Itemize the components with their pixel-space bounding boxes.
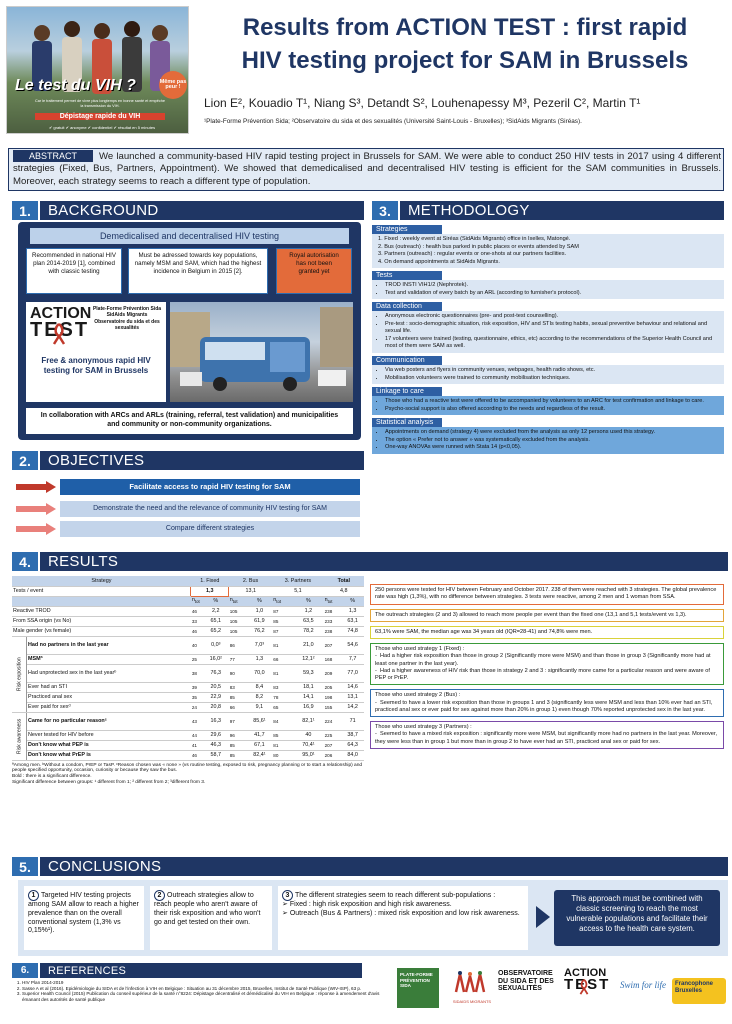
abstract-text [13, 151, 721, 188]
cell-n: 205 [324, 682, 342, 692]
arrow-icon [16, 523, 56, 535]
linkage-item: • Those who had a reactive test were offered to be accompanied by volunteers to an ARC for test confirmation and linkage to care. [385, 398, 718, 406]
cell-n: 83 [272, 682, 293, 692]
result-box-prevalence: 250 persons were tested for HIV between February and October 2017. 238 of them were reached with 3 strategies. The global prevalence rate was high (1,3%), with no difference between strategies. 3 tests were reactive, among 2 men and 1 woman from SSA. [370, 584, 724, 605]
cell-pct: 65,1 [203, 616, 229, 626]
table-footnote-groups: Significant difference between groups: ¹ different from 1; ² different from 2; ³different from 3. [12, 780, 206, 786]
table-row [12, 664, 364, 682]
cell-pct: 8,2 [246, 692, 272, 702]
cell-pct: 7,0³ [246, 636, 272, 654]
cell-n: 206 [324, 750, 342, 760]
cell-n: 46 [191, 750, 203, 760]
cell-n: 83 [229, 682, 247, 692]
cell-pct: 0,0³ [203, 636, 229, 654]
col-bus: 2. Bus [229, 576, 273, 586]
cell-n: 65 [272, 702, 293, 712]
communication-item: • Via web posters and flyers in community venues, webpages, health radio shows, etc. [385, 367, 718, 375]
poster-subtitle: Dépistage rapide du VIH [35, 113, 165, 120]
conclusion-text: Outreach strategies allow to reach people who aren't aware of their risk exposition and who won't go and get tested on their own. [154, 892, 261, 926]
cell-pct: 29,6 [203, 730, 229, 740]
abstract-label: ABSTRACT [13, 150, 93, 162]
communication-list [372, 365, 724, 384]
cell-n: 85 [272, 616, 293, 626]
cell-n: 87 [272, 606, 293, 616]
conclusion-arrow-icon [536, 906, 550, 928]
cell-pct: 13,1 [341, 692, 364, 702]
group3-title: Those who used strategy 3 (Partners) : [375, 724, 472, 731]
cell-n: 46 [191, 626, 203, 636]
cell-n: 66 [229, 702, 247, 712]
title-line1: Results from ACTION TEST : first rapid [242, 14, 688, 41]
result-box-group2 [370, 689, 724, 717]
cell-n: 33 [191, 616, 203, 626]
cell-pct: 21,0 [293, 636, 324, 654]
table-row [12, 702, 364, 712]
objective-item [12, 501, 364, 517]
result-box-group3 [370, 721, 724, 749]
table-footnote: ªAmong men. ᵇWithout a condom, PrEP or TasP. ᶜReason chosen was « none » (vs routine testing, exposed to risk, pregnancy planning or to start a relationship) and people specified opportunity, occasion, curiosity or because they saw the bus. [12, 762, 363, 774]
linkage-list [372, 396, 724, 415]
cell-n: 39 [191, 682, 203, 692]
tests-item: • Test and validation of every batch by an ARL (according to furnisher's protocol). [385, 290, 718, 298]
row-label: Had unprotected sex in the last yearᵇ [27, 664, 191, 682]
results-number: 4. [12, 552, 40, 571]
cell-pct: 20,8 [203, 702, 229, 712]
results-table [12, 576, 364, 761]
logo-sidaids [448, 970, 496, 1010]
cell-n: 35 [191, 692, 203, 702]
cell-n: 209 [324, 664, 342, 682]
cell-n: 97 [229, 712, 247, 730]
data-collection-heading: Data collection [372, 302, 442, 311]
red-ribbon-icon [52, 322, 66, 346]
background-number: 1. [12, 201, 40, 220]
table-body [12, 606, 364, 760]
abstract-text-content: We launched a community-based HIV rapid testing project in Brussels for SAM. We were able to conduct 250 HIV tests in 2017 using 4 different strategies (Fixed, Bus, Partners, Appointment). We showed that demedicalised and decentralised HIV testing is efficient for the SAM communities in Brussels. Moreover, each strategy seems to reach a different type of population. [13, 151, 721, 187]
cell-pct: 70,4¹ [293, 740, 324, 750]
cell-pct: 46,3 [203, 740, 229, 750]
table-header-row [12, 576, 364, 586]
pct-header: % [203, 596, 229, 606]
logo-test: TEST [30, 319, 90, 342]
references-list [14, 980, 384, 1003]
objectives-header [12, 451, 364, 470]
cell-pct: 67,1 [246, 740, 272, 750]
ntot-header: $n_{tot}$ [272, 596, 293, 606]
strategy-item: 2. Bus (outreach) : health bus parked in public places or events attended by SAM [378, 243, 579, 250]
conclusion-card-1 [24, 886, 144, 950]
result-box-group1 [370, 643, 724, 685]
row-label: Don't know what PrEP is [27, 750, 191, 760]
conclusion-num: 1 [28, 890, 39, 901]
cell-pct: 14,2 [341, 702, 364, 712]
cell-n: 105 [229, 616, 247, 626]
cell-pct: 12,1² [293, 654, 324, 664]
objectives-list [12, 475, 364, 543]
logo-swim-for-life: Swim for life [620, 980, 667, 990]
logo-pfps: PLATE-FORME PRÉVENTION SIDA [397, 968, 439, 1008]
pct-header: % [341, 596, 364, 606]
cell-n: 224 [324, 712, 342, 730]
logo-observatoire: OBSERVATOIRE DU SIDA ET DES SEXUALITÉS [498, 970, 554, 993]
authors: Lion E², Kouadio T¹, Niang S³, Detandt S², Louhenapessy M³, Pezeril C², Martin T¹ [204, 96, 641, 110]
cell-n: 77 [229, 654, 247, 664]
cell-n: 43 [191, 712, 203, 730]
cell-n: 238 [324, 606, 342, 616]
table-subheader-row [12, 596, 364, 606]
conclusions-header [12, 857, 728, 876]
cell-n: 44 [191, 730, 203, 740]
objectives-title: OBJECTIVES [48, 452, 145, 469]
row-label: Came for no particular reasonᶜ [27, 712, 191, 730]
cell-pct: 14,6 [341, 682, 364, 692]
conclusion-text: Targeted HIV testing projects among SAM allow to reach a higher prevalence than on the overall conventional system (1,3% vs 0,15%¹). [28, 892, 139, 935]
table-row [12, 606, 364, 616]
cell-pct: 22,9 [203, 692, 229, 702]
row-label: Had no partners in the last year [27, 636, 191, 654]
ntot-header: $n_{tot}$ [229, 596, 247, 606]
cell-pct: 95,0¹ [293, 750, 324, 760]
group1-title: Those who used strategy 1 (Fixed) : [375, 646, 465, 653]
methodology-title: METHODOLOGY [408, 202, 530, 219]
references-title: REFERENCES [48, 964, 127, 977]
results-table-wrap [12, 576, 364, 786]
logo-franco: Francophone Bruxelles [672, 978, 726, 1004]
cell-pct: 2,2 [203, 606, 229, 616]
risk-exposition-group-label: Risk exposition [12, 636, 27, 712]
cell-pct: 76,3 [203, 664, 229, 682]
strategies-heading: Strategies [372, 225, 442, 234]
conclusions-number: 5. [12, 857, 40, 876]
conclusion-subitem: ➢ Fixed : high risk exposition and high risk awareness. [282, 901, 452, 908]
cell-n: 233 [324, 616, 342, 626]
cell-n: 168 [324, 654, 342, 664]
cell-pct: 7,7 [341, 654, 364, 664]
arrow-icon [16, 503, 56, 515]
tests-heading: Tests [372, 271, 442, 280]
data-collection-list [372, 311, 724, 353]
cell-pct: 16,0² [203, 654, 229, 664]
statistical-list [372, 427, 724, 454]
background-box-plan: Recommended in national HIV plan 2014-2019 [1], combined with classic testing [26, 248, 122, 294]
strategy-item: 4. On demand appointments at SidAids Migrants. [378, 258, 500, 265]
result-box-demographics: 63,1% were SAM, the median age was 34 years old (IQR=28-41) and 74,8% were men. [370, 626, 724, 639]
cell-n: 155 [324, 702, 342, 712]
cell-pct: 71 [341, 712, 364, 730]
tests-fixed: 1,3 [191, 586, 229, 596]
cell-pct: 65,2 [203, 626, 229, 636]
tests-partners: 5,1 [272, 586, 323, 596]
references-number: 6. [12, 963, 40, 978]
conclusion-subitem: ➢ Outreach (Bus & Partners) : mixed risk exposition and low risk awareness. [282, 909, 520, 917]
cell-n: 38 [191, 664, 203, 682]
table-row [12, 692, 364, 702]
cell-pct: 76,2 [246, 626, 272, 636]
cell-n: 207 [324, 740, 342, 750]
cell-pct: 54,6 [341, 636, 364, 654]
pct-header: % [293, 596, 324, 606]
cell-pct: 1,0 [246, 606, 272, 616]
logo-action-test [564, 968, 612, 1008]
cell-pct: 1,3 [246, 654, 272, 664]
action-test-card [26, 302, 166, 402]
sidaids-label: SIDAIDS MIGRANTS [452, 999, 492, 1004]
table-row [12, 682, 364, 692]
objective-label: Compare different strategies [60, 521, 360, 537]
objective-item [12, 521, 364, 537]
affiliations: ¹Plate-Forme Prévention Sida; ²Observatoire du sida et des sexualités (Université Saint-Louis - Bruxelles); ³SidAids Migrants (Siréas). [204, 118, 582, 125]
cell-pct: 58,7 [203, 750, 229, 760]
cell-n: 85 [229, 740, 247, 750]
statistical-heading: Statistical analysis [372, 418, 442, 427]
cell-pct: 70,0 [246, 664, 272, 682]
conclusion-card-3 [278, 886, 528, 950]
table-footnote-bold: Bold : there is a significant difference. [12, 774, 92, 780]
cell-pct: 74,8 [341, 626, 364, 636]
cell-pct: 40 [293, 730, 324, 740]
cell-n: 85 [229, 750, 247, 760]
methodology-number: 3. [372, 201, 400, 220]
background-box-royal: Royal autorisation has not been granted yet [276, 248, 352, 294]
cell-n: 90 [229, 664, 247, 682]
table-row [12, 712, 364, 730]
poster-text: Car le traitement permet de vivre plus longtemps en bonne santé et empêche la transmission du VIH. [35, 99, 166, 108]
row-label: Male gender (vs female) [12, 626, 191, 636]
conclusion-final: This approach must be combined with classic screening to reach the most vulnerable populations and facilitate their access to the health care system. [554, 890, 720, 946]
header-photo-poster [6, 6, 189, 134]
cell-pct: 18,1 [293, 682, 324, 692]
cell-pct: 84,0 [341, 750, 364, 760]
background-banner: Demedicalised and decentralised HIV testing [30, 228, 349, 244]
statistical-item: • The option « Prefer not to answer » was systematically excluded from the analysis. [385, 437, 718, 445]
cell-n: 87 [272, 626, 293, 636]
ntot-header: $n_{tot}$ [324, 596, 342, 606]
reference-item: 1. HIV Plan 2014-2019 [22, 980, 384, 986]
cell-n: 96 [229, 730, 247, 740]
risk-awareness-group-label: Risk awareness [12, 712, 27, 760]
tests-item: • TROD INSTI VIH1/2 (Nephrotek). [385, 282, 718, 290]
cell-pct: 14,1 [293, 692, 324, 702]
action-test-logo [30, 305, 92, 350]
conclusion-num: 3 [282, 890, 293, 901]
col-total: Total [324, 576, 364, 586]
col-partners: 3. Partners [272, 576, 323, 586]
table-row [12, 616, 364, 626]
table-row [12, 654, 364, 664]
row-label: Reactive TROD [12, 606, 191, 616]
group1-item: - Had a higher awareness of HIV risk than those in strategy 2 and 3 : significantly more came for a particular reason and were aware of PEP or PrEP. [375, 667, 710, 682]
table-row [12, 750, 364, 760]
cell-pct: 77,0 [341, 664, 364, 682]
cell-pct: 1,3 [341, 606, 364, 616]
communication-item: • Mobilisation volunteers were trained to community mobilisation techniques. [385, 375, 718, 383]
table-row [12, 730, 364, 740]
background-header [12, 201, 364, 220]
cell-n: 198 [324, 692, 342, 702]
methodology-header [372, 201, 724, 220]
poster-title: Le test du VIH ? [15, 77, 136, 94]
col-strategy: Strategy [12, 576, 191, 586]
reference-item: 3. Superior Health Council (2015) Publication du conseil supérieur de la santé n°8224: Dépistage décentralisé et démédicalisé du VIH en Belgique : réponse à amendement d'avis émanant des autorités de santé publique [22, 991, 384, 1002]
cell-n: 81 [272, 636, 293, 654]
cell-pct: 63,5 [293, 616, 324, 626]
tests-label: Tests / event [12, 586, 191, 596]
linkage-heading: Linkage to care [372, 387, 442, 396]
row-label: MSMª [27, 654, 191, 664]
cell-pct: 85,6¹ [246, 712, 272, 730]
arrow-icon [16, 481, 56, 493]
cell-n: 85 [229, 692, 247, 702]
abstract-box [8, 148, 724, 191]
cell-pct: 59,3 [293, 664, 324, 682]
conclusion-num: 2 [154, 890, 165, 901]
cell-pct: 61,9 [246, 616, 272, 626]
cell-pct: 20,5 [203, 682, 229, 692]
conclusions-panel [18, 880, 728, 956]
strategy-item: 1. Fixed : weekly event at Siréas (SidAids Migrants) office in Ixelles, Matongé. [378, 236, 571, 242]
cell-pct: 64,3 [341, 740, 364, 750]
conclusions-title: CONCLUSIONS [48, 858, 162, 875]
cell-n: 25 [191, 654, 203, 664]
strategy-item: 3. Partners (outreach) : regular events or one-shots at our partners facilities. [378, 251, 567, 258]
results-summary [370, 584, 724, 749]
logo-test-word: TEST [564, 976, 611, 994]
result-box-outreach: The outreach strategies (2 and 3) allowed to reach more people per event than the fixed one (13,1 and 5,1 tests/event vs 1,3). [370, 609, 724, 622]
communication-heading: Communication [372, 356, 442, 365]
collaboration-text: In collaboration with ARCs and ARLs (training, referral, test validation) and municipalities and community or non-community organizations. [26, 408, 353, 434]
reference-item: 2. Sasse A et al (2016). Epidémiologie du SIDA et de l'infection à VIH en Belgique : Situation au 31 décembre 2015, Bruxelles, Institut de Santé Publique (WIV-ISP), 63 p. [22, 986, 384, 992]
row-label: Don't know what PEP is [27, 740, 191, 750]
row-label: Ever paid for sexᵈ [27, 702, 191, 712]
logo-action-word: ACTION [564, 967, 607, 979]
tests-list [372, 280, 724, 299]
table-row [12, 626, 364, 636]
group3-item: - Seemed to have a mixed risk exposition : significantly more were MSM, but significantly more had no partners in the last year. Moreover, they were less than in group 1 but more than in group 2 to have ever had an STI, practiced anal sex or paid for sex. [375, 731, 718, 745]
cell-n: 40 [191, 636, 203, 654]
cell-n: 24 [191, 702, 203, 712]
cell-pct: 63,1 [341, 616, 364, 626]
sidaids-figures-icon [452, 970, 492, 994]
row-label: Never tested for HIV before [27, 730, 191, 740]
red-ribbon-icon [579, 978, 589, 996]
group2-item: - Seemed to have a lower risk exposition than those in groups 1 and 3 (significantly less were MSM and less than 10% ever had an STI, practiced anal sex or ever paid for sex against more than 20% in group 1) even though 70% reported unprotected sex in the last year. [375, 699, 713, 713]
background-panel [18, 222, 361, 440]
cell-pct: 16,9 [293, 702, 324, 712]
table-row-tests [12, 586, 364, 596]
cell-pct: 9,1 [246, 702, 272, 712]
cell-n: 41 [191, 740, 203, 750]
cell-pct: 38,7 [341, 730, 364, 740]
cell-n: 207 [324, 636, 342, 654]
cell-pct: 82,1¹ [293, 712, 324, 730]
cell-n: 85 [272, 730, 293, 740]
group1-item: - Had a higher risk exposition than those in group 2 (Significantly more were MSM) and than those in group 3 (Significantly more had at least one partner in the last year). [375, 653, 711, 667]
strategies-list [372, 234, 724, 268]
logo-action: ACTION [30, 305, 92, 322]
cell-pct: 82,4¹ [246, 750, 272, 760]
ntot-header: $n_{tot}$ [191, 596, 203, 606]
background-title: BACKGROUND [48, 202, 159, 219]
poster-badge: Même pas peur ! [159, 71, 187, 99]
cell-n: 78 [272, 692, 293, 702]
objective-label: Demonstrate the need and the relevance of community HIV testing for SAM [60, 501, 360, 517]
linkage-item: • Psycho-social support is also offered according to the needs and regardless of the result. [385, 406, 718, 414]
cell-n: 105 [229, 626, 247, 636]
results-title: RESULTS [48, 553, 119, 570]
table-row [12, 636, 364, 654]
tests-total: 4,8 [324, 586, 364, 596]
table-row [12, 740, 364, 750]
cell-pct: 41,7 [246, 730, 272, 740]
group2-title: Those who used strategy 2 (Bus) : [375, 692, 461, 699]
row-label: Ever had an STI [27, 682, 191, 692]
methodology-body [372, 225, 724, 454]
cell-n: 105 [229, 606, 247, 616]
tests-bus: 13,1 [229, 586, 273, 596]
cell-pct: 78,2 [293, 626, 324, 636]
cell-n: 81 [272, 740, 293, 750]
cell-n: 46 [191, 606, 203, 616]
poster-items: ✔ gratuit ✔ anonyme ✔ confidentiel ✔ résultat en 5 minutes [48, 125, 156, 130]
title-line2: HIV testing project for SAM in Brussels [241, 47, 689, 74]
data-collection-item: • Pre-test : socio-demographic situation, risk exposition, HIV and STIs testing habits, sexual preventive behaviour and relational and sexual life. [385, 321, 718, 336]
data-collection-item: • Anonymous electronic questionnaires (pre- and post-test counselling). [385, 313, 718, 321]
cell-n: 238 [324, 626, 342, 636]
cell-pct: 8,4 [246, 682, 272, 692]
statistical-item: • One-way ANOVAs were runned with Stata 14 (p<0,05). [385, 444, 718, 452]
cell-pct: 1,2 [293, 606, 324, 616]
cell-n: 225 [324, 730, 342, 740]
pct-header: % [246, 596, 272, 606]
statistical-item: • Appointments on demand (strategy 4) were excluded from the analysis as only 12 persons used this strategy. [385, 429, 718, 437]
row-label: Practiced anal sex [27, 692, 191, 702]
cell-n: 84 [272, 712, 293, 730]
data-collection-item: • 17 volunteers were trained (testing, questionnaire, ethics, etc) according to the recommendations of the Superior Health Council and most of them were SAM as well. [385, 336, 718, 351]
objective-label: Facilitate access to rapid HIV testing for SAM [60, 479, 360, 495]
results-header [12, 552, 728, 571]
conclusion-text: The different strategies seem to reach different sub-populations : [295, 892, 496, 899]
partner-names: Plate-Forme Prévention Sida SidAids Migrants Observatoire du sida et des sexualités [92, 306, 162, 331]
references-header [12, 963, 362, 978]
col-fixed: 1. Fixed [191, 576, 229, 586]
cell-n: 86 [229, 636, 247, 654]
background-box-populations: Must be adressed towards key populations, namely MSM and SAM, which had the highest incidence in Belgium in 2015 [2]. [128, 248, 268, 294]
objective-item [12, 479, 364, 495]
objectives-number: 2. [12, 451, 40, 470]
cell-n: 81 [272, 664, 293, 682]
cell-n: 80 [272, 750, 293, 760]
conclusion-card-2 [150, 886, 272, 950]
cell-pct: 16,3 [203, 712, 229, 730]
row-label: From SSA origin (vs No) [12, 616, 191, 626]
cell-n: 66 [272, 654, 293, 664]
free-anonymous-text: Free & anonymous rapid HIV testing for SAM in Brussels [41, 356, 151, 375]
bus-photo [170, 302, 353, 402]
